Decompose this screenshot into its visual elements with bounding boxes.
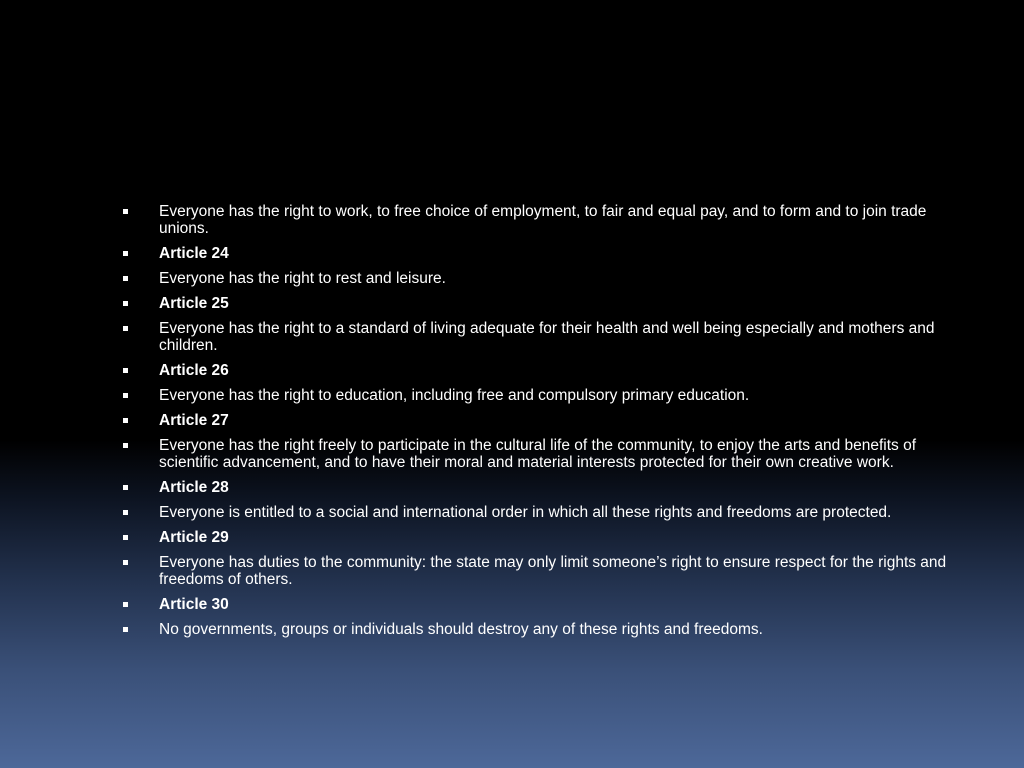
square-bullet-icon bbox=[123, 251, 128, 256]
square-bullet-icon bbox=[123, 627, 128, 632]
square-bullet-icon bbox=[123, 276, 128, 281]
bullet-text: Everyone has the right to education, including free and compulsory primary education. bbox=[159, 387, 750, 404]
list-item bbox=[120, 320, 970, 354]
bullet-text: Everyone has the right to a standard of living adequate for their health and well being especially and mothers and children. bbox=[159, 320, 935, 354]
article-heading: Article 27 bbox=[159, 412, 229, 429]
list-item bbox=[120, 479, 970, 496]
bullet-text: Everyone has duties to the community: the state may only limit someone’s right to ensure respect for the rights and freedoms of others. bbox=[159, 554, 947, 588]
square-bullet-icon bbox=[123, 510, 128, 515]
square-bullet-icon bbox=[123, 301, 128, 306]
square-bullet-icon bbox=[123, 368, 128, 373]
square-bullet-icon bbox=[123, 418, 128, 423]
square-bullet-icon bbox=[123, 485, 128, 490]
list-item bbox=[120, 387, 970, 404]
list-item bbox=[120, 621, 970, 638]
square-bullet-icon bbox=[123, 393, 128, 398]
list-item bbox=[120, 270, 970, 287]
article-heading: Article 25 bbox=[159, 295, 229, 312]
list-item bbox=[120, 203, 970, 237]
list-item bbox=[120, 412, 970, 429]
article-heading: Article 26 bbox=[159, 362, 229, 379]
list-item bbox=[120, 529, 970, 546]
bullet-list bbox=[120, 203, 970, 646]
bullet-text: Everyone has the right to rest and leisure. bbox=[159, 270, 446, 287]
list-item bbox=[120, 504, 970, 521]
square-bullet-icon bbox=[123, 535, 128, 540]
article-heading: Article 30 bbox=[159, 596, 229, 613]
bullet-text: Everyone has the right freely to participate in the cultural life of the community, to enjoy the arts and benefits of scientific advancement, and to have their moral and material interests protected for their own creative work. bbox=[159, 437, 917, 471]
article-heading: Article 28 bbox=[159, 479, 229, 496]
list-item bbox=[120, 295, 970, 312]
article-heading: Article 29 bbox=[159, 529, 229, 546]
bullet-text: Everyone is entitled to a social and international order in which all these rights and freedoms are protected. bbox=[159, 504, 892, 521]
square-bullet-icon bbox=[123, 560, 128, 565]
list-item bbox=[120, 596, 970, 613]
list-item bbox=[120, 362, 970, 379]
square-bullet-icon bbox=[123, 326, 128, 331]
list-item bbox=[120, 437, 970, 471]
square-bullet-icon bbox=[123, 209, 128, 214]
bullet-text: No governments, groups or individuals should destroy any of these rights and freedoms. bbox=[159, 621, 763, 638]
square-bullet-icon bbox=[123, 602, 128, 607]
square-bullet-icon bbox=[123, 443, 128, 448]
list-item bbox=[120, 245, 970, 262]
list-item bbox=[120, 554, 970, 588]
bullet-text: Everyone has the right to work, to free choice of employment, to fair and equal pay, and to form and to join trade unions. bbox=[159, 203, 927, 237]
article-heading: Article 24 bbox=[159, 245, 229, 262]
